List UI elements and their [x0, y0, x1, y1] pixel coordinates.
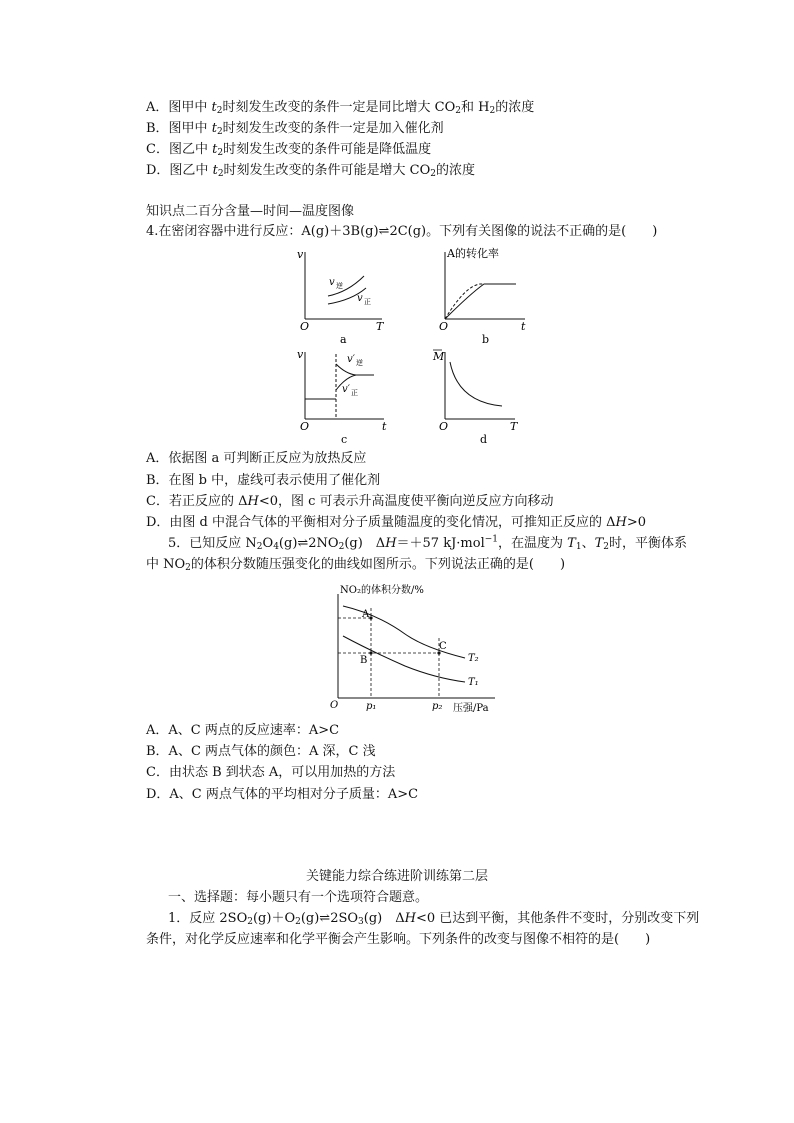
graph-b-caption: b [482, 333, 490, 346]
graph-b-solid-curve [445, 284, 516, 319]
graph-b-x-label: t [521, 320, 526, 333]
q4-option-b: B．在图 b 中，虚线可表示使用了催化剂 [146, 473, 381, 488]
graph-d-origin: O [439, 420, 449, 433]
question-5-line1: 5．已知反应 $N_2O_4(g)\rightleftharpoons 2NO_2(g)$ ΔH＝＋57 kJ·mol$^{-1}$，在温度为 $T_1$、$T_2$时，平衡体系 [168, 534, 688, 552]
q4-option-a: A．依据图 a 可判断正反应为放热反应 [146, 451, 367, 466]
graph-a-x-label: T [376, 320, 384, 333]
graph-c [297, 348, 387, 446]
graph-c-curve2-sub: 正 [351, 389, 358, 397]
q5-origin: O [330, 700, 339, 711]
q5-option-a: A．A、C 两点的反应速率：A>C [146, 723, 340, 738]
graph-c-y-label: v [297, 348, 304, 361]
graph-d-y-label: M [433, 350, 445, 363]
graph-a-caption: a [340, 333, 347, 346]
graph-d [432, 350, 519, 446]
graph-a-y-label: v [297, 248, 304, 261]
graph-b-dashed-curve [445, 284, 516, 319]
graph-a-curve1-sub: 逆 [336, 282, 343, 290]
graph-a-curve1-label: v [329, 277, 335, 288]
section3-subtitle: 一、选择题：每小题只有一个选项符合题意。 [168, 890, 429, 905]
q3-option-a: A．图甲中 $t_2$时刻发生改变的条件一定是同比增大 $CO_2$和 $H_2$的浓度 [146, 100, 535, 116]
q5-point-a [369, 616, 372, 619]
graph-a [297, 248, 385, 346]
q5-label-t2: T₂ [468, 653, 479, 664]
q5-tick-p1: p₁ [366, 701, 377, 712]
question-5-line2: 中 $NO_2$的体积分数随压强变化的曲线如图所示。下列说法正确的是( ) [146, 557, 566, 573]
q5-option-b: B．A、C 两点气体的颜色：A 深，C 浅 [146, 744, 376, 759]
graph-d-caption: d [480, 433, 488, 446]
graph-c-origin: O [300, 420, 310, 433]
graph-c-curve1-sub: 逆 [356, 359, 363, 367]
graph-c-reverse-curve [336, 364, 374, 375]
section-title: 知识点二百分含量—时间—温度图像 [146, 204, 355, 219]
q3-option-d: D．图乙中 $t_2$时刻发生改变的条件可能是增大 $CO_2$的浓度 [146, 163, 476, 179]
q4-graphs [290, 244, 540, 450]
q5-point-b [369, 651, 372, 654]
graph-d-curve [450, 362, 502, 406]
graph-a-curve2-sub: 正 [364, 298, 371, 306]
graph-b-y-label: A的转化率 [447, 247, 499, 260]
graph-b-origin: O [439, 320, 449, 333]
q5-x-label: 压强/Pa [453, 703, 489, 714]
graph-a-curve2-label: v [357, 293, 363, 304]
q5-option-d: D．A、C 两点气体的平均相对分子质量：A>C [146, 787, 419, 802]
graph-c-curve2-label: v′ [342, 384, 350, 395]
q5-label-t1: T₁ [468, 677, 479, 688]
graph-c-curve1-label: v′ [347, 354, 355, 365]
q5-tick-p2: p₂ [432, 701, 443, 712]
graph-b [439, 246, 526, 346]
graph-d-x-label: T [510, 420, 518, 433]
q5-y-label: NO₂的体积分数/% [340, 585, 424, 596]
q5-label-c: C [439, 641, 447, 652]
q5-label-a: A [362, 609, 370, 620]
graph-c-x-label: t [382, 420, 387, 433]
graph-a-origin: O [300, 320, 310, 333]
graph-c-caption: c [341, 433, 348, 446]
question-4-stem: 4.在密闭容器中进行反应：A(g)＋3B(g)⇌2C(g)。下列有关图像的说法不正确的是( ) [146, 224, 658, 239]
section3-title: 关键能力综合练进阶训练第二层 [305, 869, 488, 884]
q3-option-b: B．图甲中 $t_2$时刻发生改变的条件一定是加入催化剂 [146, 121, 444, 137]
q5-option-c: C．由状态 B 到状态 A，可以用加热的方法 [146, 765, 396, 780]
q5-label-b: B [360, 655, 368, 666]
section3-q1-line1: 1．反应 $2SO_2(g)+O_2(g)\rightleftharpoons 2SO_3(g)$ ΔH<0 已达到平衡，其他条件不变时，分别改变下列 [168, 911, 700, 927]
q4-option-c: C．若正反应的 ΔH<0，图 c 可表示升高温度使平衡向逆反应方向移动 [146, 494, 554, 509]
q4-option-d: D．由图 d 中混合气体的平衡相对分子质量随温度的变化情况，可推知正反应的 ΔH>0 [146, 515, 647, 530]
section3-q1-line2: 条件，对化学反应速率和化学平衡会产生影响。下列条件的改变与图像不相符的是( ) [146, 932, 651, 947]
q5-chart [325, 578, 510, 716]
q3-option-c: C．图乙中 $t_2$时刻发生改变的条件可能是降低温度 [146, 142, 432, 158]
